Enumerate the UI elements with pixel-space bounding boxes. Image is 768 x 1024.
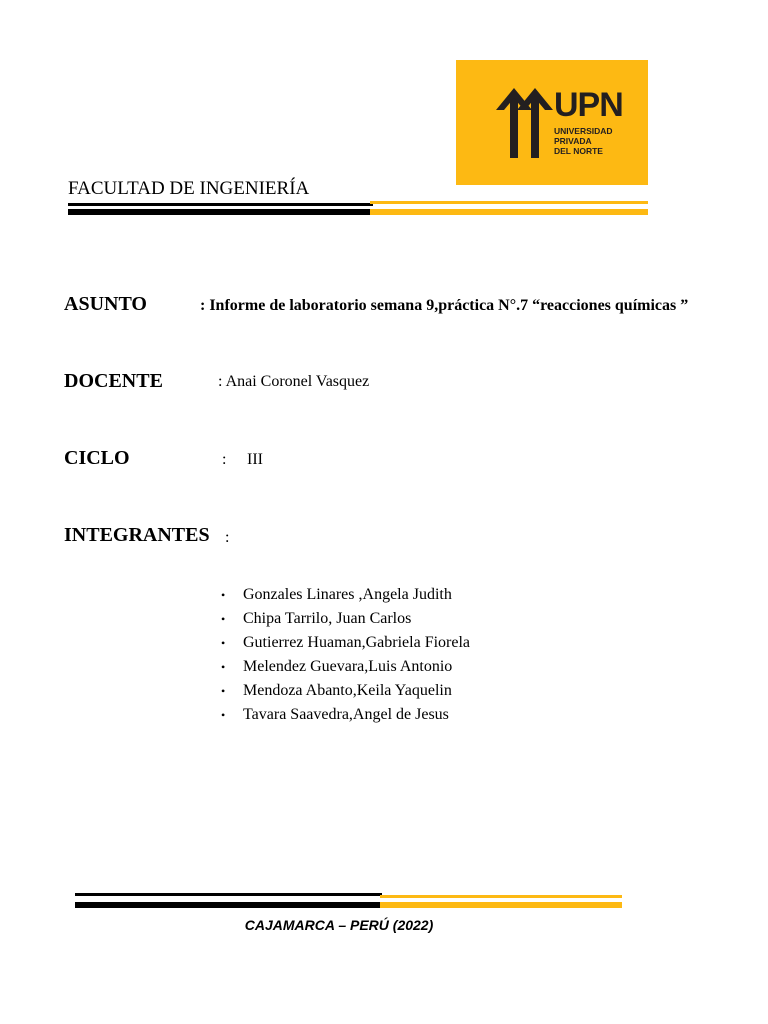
header-divider-yellow-bottom [370, 209, 648, 215]
header-divider-black-bottom [68, 209, 370, 215]
list-item [221, 583, 470, 607]
footer-divider-yellow-bottom [380, 902, 622, 908]
member-name: Chipa Tarrilo, Juan Carlos [243, 610, 412, 627]
list-item [221, 655, 470, 679]
logo-wordmark [554, 88, 623, 156]
footer-divider-black-top [75, 893, 382, 896]
bullet-icon: • [221, 612, 226, 626]
docente-value: : Anai Coronel Vasquez [218, 373, 370, 390]
logo-name: UPN [554, 86, 623, 124]
members-list [221, 583, 471, 727]
header-divider-black-top [68, 203, 373, 206]
bullet-icon: • [221, 684, 226, 698]
asunto-value: : Informe de laboratorio semana 9,práctica N°.7 “reacciones químicas ” [200, 297, 689, 314]
ciclo-separator: : [222, 451, 227, 468]
logo-line-3: DEL NORTE [554, 146, 603, 156]
integrantes-label: INTEGRANTES [64, 524, 210, 546]
ciclo-label: CICLO [64, 447, 130, 469]
upn-logo [456, 60, 648, 185]
footer-location-year: CAJAMARCA – PERÚ (2022) [244, 917, 434, 933]
faculty-title: FACULTAD DE INGENIERÍA [68, 178, 310, 199]
bullet-icon: • [221, 708, 226, 722]
member-name: Mendoza Abanto,Keila Yaquelin [243, 682, 452, 699]
list-item [221, 703, 470, 727]
member-name: Gutierrez Huaman,Gabriela Fiorela [243, 634, 471, 651]
list-item [221, 607, 470, 631]
ciclo-value: III [247, 451, 263, 468]
member-name: Gonzales Linares ,Angela Judith [243, 586, 452, 603]
logo-line-2: PRIVADA [554, 136, 592, 146]
member-name: Tavara Saavedra,Angel de Jesus [243, 706, 449, 723]
bullet-icon: • [221, 588, 226, 602]
docente-label: DOCENTE [64, 370, 163, 392]
integrantes-separator: : [225, 529, 230, 546]
member-name: Melendez Guevara,Luis Antonio [243, 658, 453, 675]
header-divider-yellow-top [370, 201, 648, 204]
bullet-icon: • [221, 660, 226, 674]
footer-divider-black-bottom [75, 902, 380, 908]
logo-line-1: UNIVERSIDAD [554, 126, 613, 136]
list-item [221, 631, 471, 655]
bullet-icon: • [221, 636, 226, 650]
list-item [221, 679, 470, 703]
asunto-label: ASUNTO [64, 293, 147, 315]
footer-divider-yellow-top [380, 895, 622, 898]
